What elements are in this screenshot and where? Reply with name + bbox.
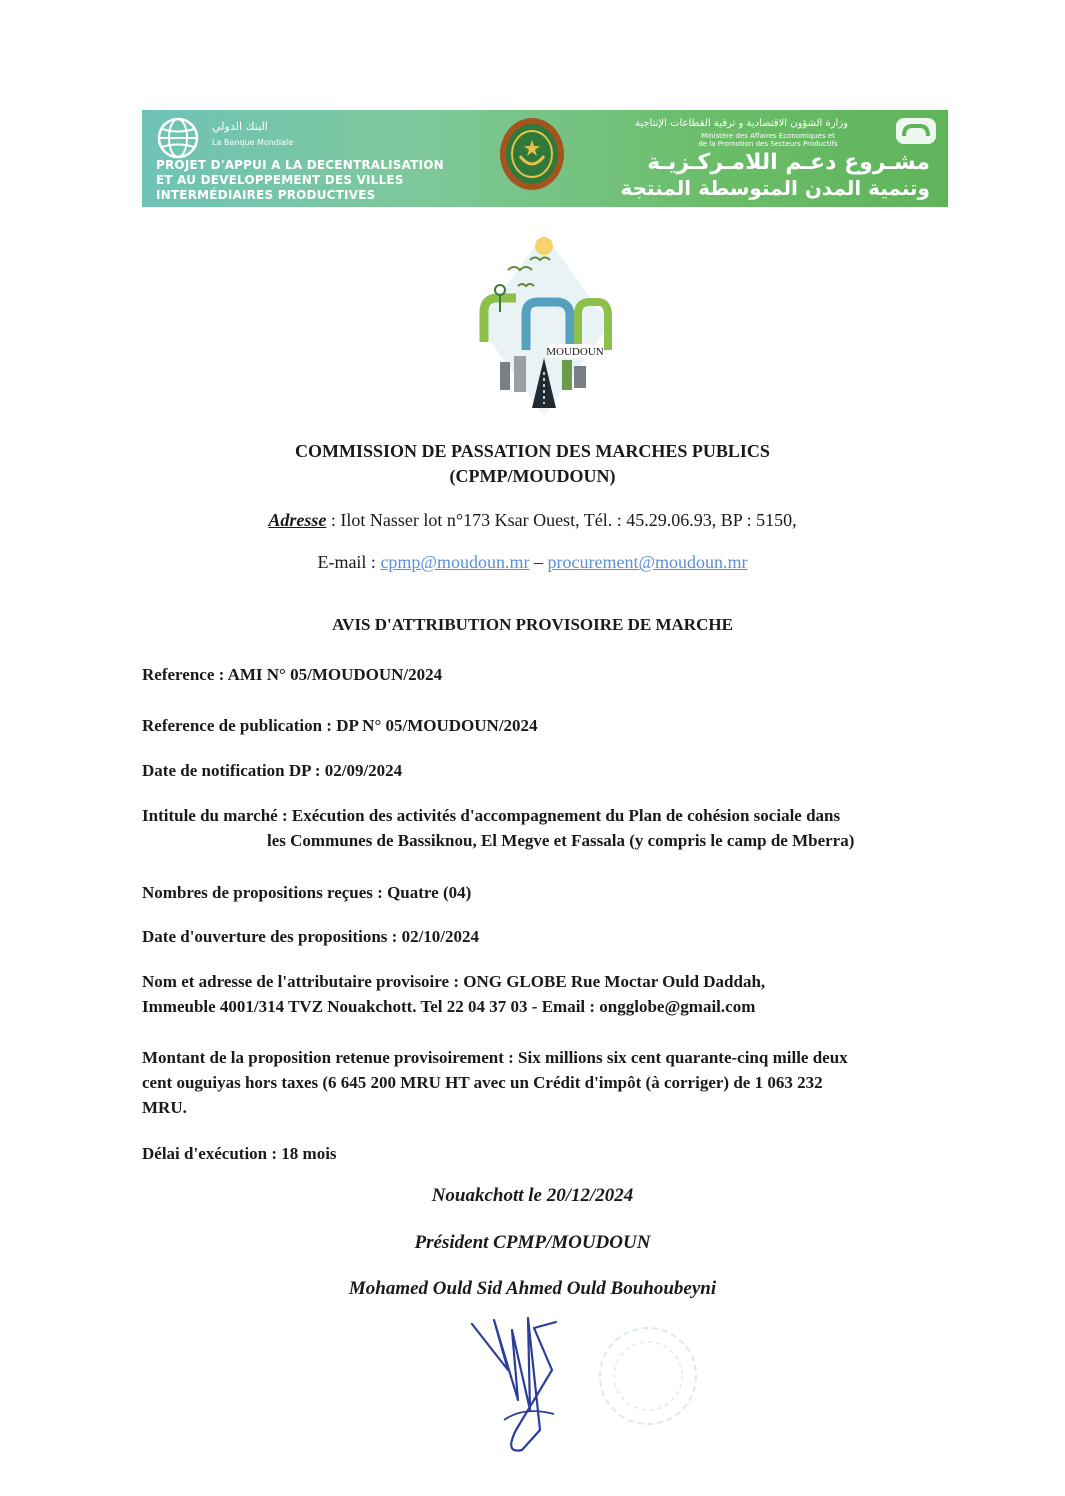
ministry-french: Ministère des Affaires Economiques et de la Promotion des Secteurs Productifs bbox=[698, 132, 838, 148]
signature-name: Mohamed Ould Sid Ahmed Ould Bouhoubeyni bbox=[348, 1278, 717, 1299]
project-name-arabic-line2: وتنمية المدن المتوسطة المنتجة bbox=[620, 176, 930, 200]
address-label: Adresse bbox=[268, 510, 327, 530]
field-montant: Montant de la proposition retenue provisoirement : Six millions six cent quarante-cinq mille deux cent ouguiyas hors taxes (6 645 200 MRU HT avec un Crédit d'impôt (à corriger) de 1 063 232 MRU. bbox=[142, 1048, 848, 1117]
field-date-notification: Date de notification DP : 02/09/2024 bbox=[142, 761, 403, 780]
world-bank-arabic: البنك الدولي bbox=[212, 120, 268, 133]
email-link-cpmp[interactable]: cpmp@moudoun.mr bbox=[380, 552, 530, 572]
world-bank-globe-icon bbox=[156, 116, 200, 160]
commission-heading: COMMISSION DE PASSATION DES MARCHES PUBLICS (CPMP/MOUDOUN) bbox=[295, 441, 770, 486]
moudoun-logo-icon bbox=[474, 232, 614, 418]
field-nombre-propositions: Nombres de propositions reçues : Quatre (04) bbox=[142, 883, 472, 902]
email-separator: – bbox=[529, 552, 548, 572]
logo-label: MOUDOUN bbox=[546, 346, 604, 358]
national-seal-icon bbox=[498, 116, 566, 192]
field-date-ouverture: Date d'ouverture des propositions : 02/10/2024 bbox=[142, 927, 480, 946]
field-delai: Délai d'exécution : 18 mois bbox=[142, 1144, 337, 1163]
field-ref-publication: Reference de publication : DP N° 05/MOUDOUN/2024 bbox=[142, 716, 538, 735]
header-banner bbox=[142, 110, 948, 207]
signature-place-date: Nouakchott le 20/12/2024 bbox=[431, 1185, 634, 1206]
faded-stamp-icon bbox=[590, 1320, 710, 1430]
field-attributaire: Nom et adresse de l'attributaire provisoire : ONG GLOBE Rue Moctar Ould Daddah, Immeuble 4001/314 TVZ Nouakchott. Tel 22 04 37 03 - Email : ongglobe@gmail.com bbox=[142, 972, 766, 1016]
field-reference: Reference : AMI N° 05/MOUDOUN/2024 bbox=[142, 665, 443, 684]
moudoun-small-logo-icon bbox=[894, 116, 938, 146]
field-intitule: Intitule du marché : Exécution des activités d'accompagnement du Plan de cohésion sociale dans les Communes de Bassiknou, El Megve et Fassala (y compris le camp de Mberra) bbox=[142, 806, 855, 850]
ministry-arabic: وزارة الشؤون الاقتصادية و ترقية القطاعات الإنتاجية bbox=[635, 118, 848, 129]
email-link-procurement[interactable]: procurement@moudoun.mr bbox=[547, 552, 748, 572]
handwritten-signature-icon bbox=[464, 1310, 582, 1460]
address-text: : Ilot Nasser lot n°173 Ksar Ouest, Tél. : 45.29.06.93, BP : 5150, bbox=[326, 510, 797, 530]
email-label: E-mail : bbox=[317, 552, 381, 572]
world-bank-french: La Banque Mondiale bbox=[212, 138, 294, 147]
address-line bbox=[0, 510, 1065, 531]
project-name-arabic-line1: مشـروع دعـم اللامـركـزيـة bbox=[647, 150, 930, 175]
notice-title: AVIS D'ATTRIBUTION PROVISOIRE DE MARCHE bbox=[332, 615, 733, 634]
project-name-french: PROJET D'APPUI A LA DECENTRALISATION ET AU DEVELOPPEMENT DES VILLES INTERMÉDIAIRES PRODUCTIVES bbox=[156, 158, 444, 202]
signature-title: Président CPMP/MOUDOUN bbox=[414, 1232, 651, 1253]
email-line bbox=[0, 552, 1065, 573]
